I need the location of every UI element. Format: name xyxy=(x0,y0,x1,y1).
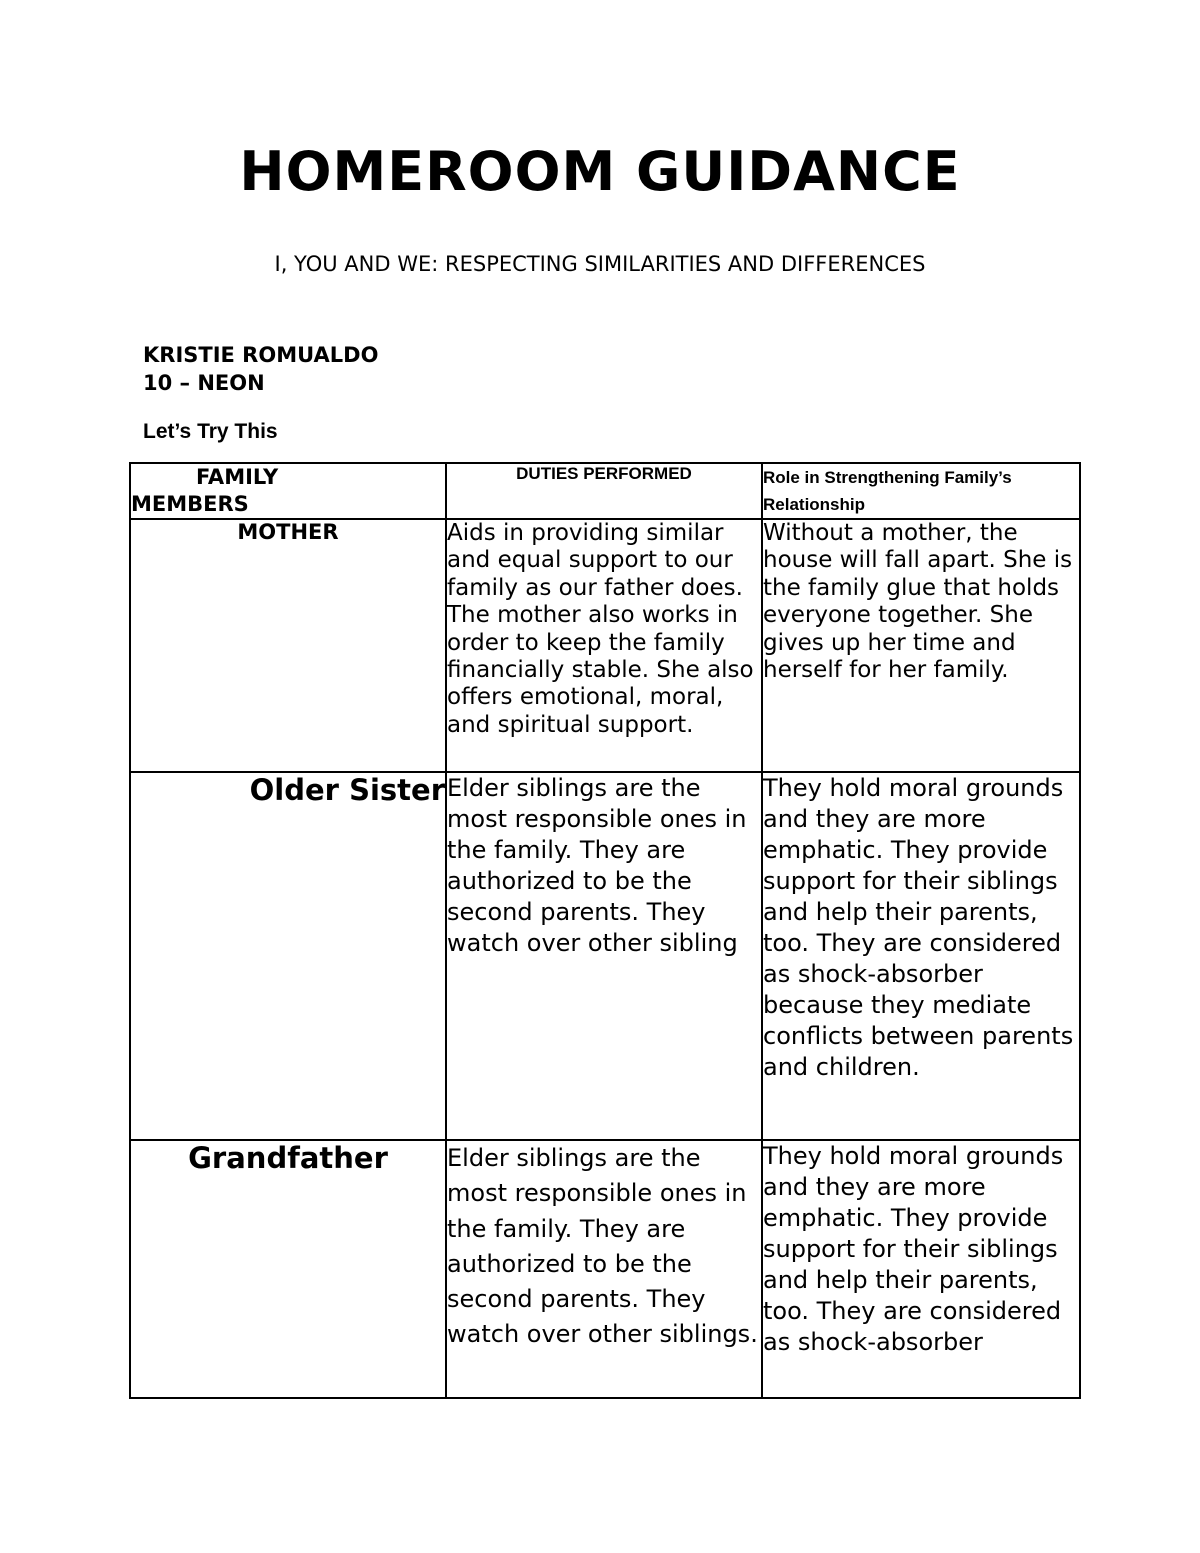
duties-cell-mother: Aids in providing similar and equal support to our family as our father does. The mother also works in order to keep the family financially stable. She also offers emotional, moral, and spiritual support. xyxy=(446,519,762,772)
duties-cell-grandfather: Elder siblings are the most responsible ones in the family. They are authorized to be the second parents. They watch over other siblings. xyxy=(446,1140,762,1398)
header-family-members-line1: FAMILY xyxy=(196,465,279,489)
activity-heading: Let’s Try This xyxy=(143,420,278,443)
header-family-members xyxy=(130,463,446,519)
student-name: KRISTIE ROMUALDO xyxy=(143,343,379,367)
role-cell-older-sister: They hold moral grounds and they are more emphatic. They provide support for their siblings and help their parents, too. They are considered as shock-absorber because they mediate conflicts between parents and children. xyxy=(762,772,1080,1140)
duties-cell-older-sister: Elder siblings are the most responsible ones in the family. They are authorized to be the second parents. They watch over other sibling xyxy=(446,772,762,1140)
table-row-older-sister xyxy=(130,772,1080,1140)
role-cell-mother: Without a mother, the house will fall apart. She is the family glue that holds everyone together. She gives up her time and herself for her family. xyxy=(762,519,1080,772)
role-cell-grandfather: They hold moral grounds and they are more emphatic. They provide support for their siblings and help their parents, too. They are considered as shock-absorber xyxy=(762,1140,1080,1398)
table-row-grandfather xyxy=(130,1140,1080,1398)
student-section: 10 – NEON xyxy=(143,371,265,395)
member-cell-grandfather: Grandfather xyxy=(130,1140,446,1398)
family-roles-table xyxy=(129,462,1081,1399)
member-cell-mother: MOTHER xyxy=(130,519,446,772)
document-title: HOMEROOM GUIDANCE xyxy=(239,140,961,203)
table-row-mother xyxy=(130,519,1080,772)
header-role-strengthening: Role in Strengthening Family’s Relationship xyxy=(762,463,1080,519)
header-duties-performed: DUTIES PERFORMED xyxy=(446,463,762,519)
document-subtitle: I, YOU AND WE: RESPECTING SIMILARITIES AND DIFFERENCES xyxy=(274,252,926,276)
header-family-members-line2: MEMBERS xyxy=(131,492,249,516)
table-header-row xyxy=(130,463,1080,519)
member-cell-older-sister: Older Sister xyxy=(130,772,446,1140)
